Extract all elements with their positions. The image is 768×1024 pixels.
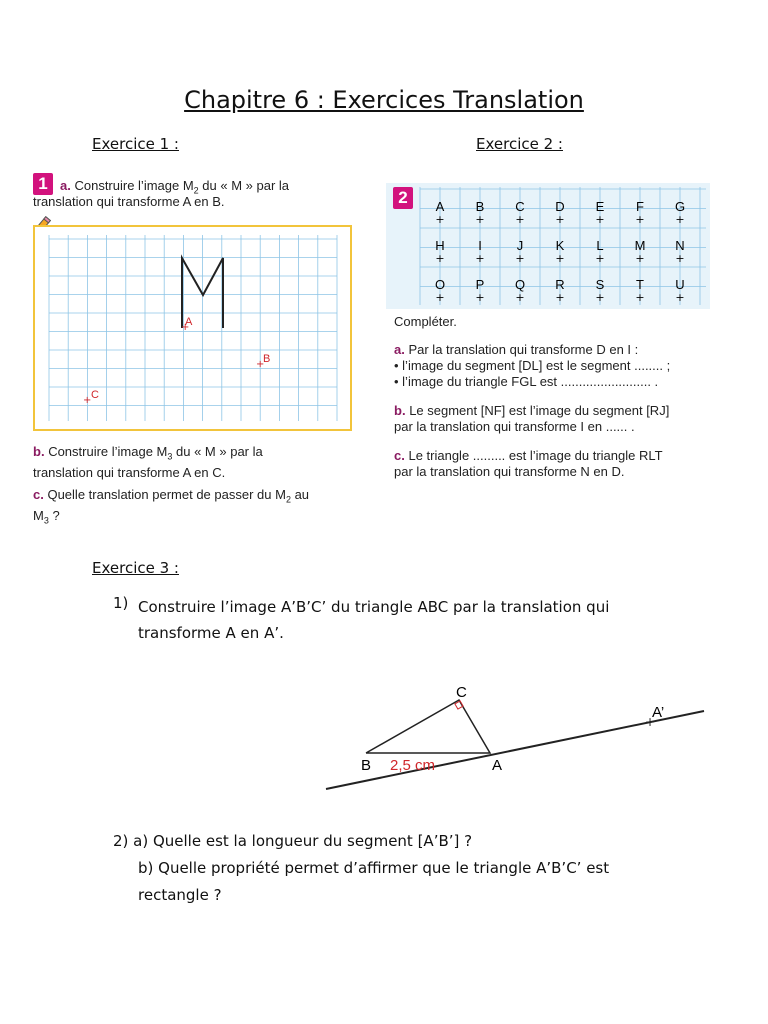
- ex2-task-c-tag: c.: [394, 448, 405, 463]
- grid-point-cross: +: [675, 213, 685, 226]
- exercise-2-grid: [386, 183, 710, 309]
- ex2-task-c-line2: par la translation qui transforme N en D.: [394, 464, 625, 479]
- ex2-task-b-tag: b.: [394, 403, 406, 418]
- grid-point-cross: +: [595, 252, 605, 265]
- grid-letter-t: T: [636, 277, 644, 292]
- grid-letter-b: B: [475, 199, 485, 214]
- task-c-line2-1: M: [33, 507, 44, 523]
- question-2-line1: 2) a) Quelle est la longueur du segment [A’B’] ?: [113, 832, 473, 850]
- question-1-number: 1): [113, 594, 129, 612]
- ex2-task-a-line2: • l’image du segment [DL] est le segment ........ ;: [394, 358, 671, 373]
- ex2-task-a-tag: a.: [394, 342, 405, 357]
- length-label: 2,5 cm: [390, 757, 436, 774]
- grid-point-cross: +: [435, 252, 445, 265]
- grid-point-cross: +: [595, 291, 605, 304]
- question-1-line1: Construire l’image A’B’C’ du triangle ABC par la translation qui: [138, 598, 610, 616]
- task-a-sub: 2: [193, 185, 199, 196]
- grid-point-cross: +: [555, 291, 565, 304]
- vertex-a-prime-label: A’: [652, 704, 665, 721]
- a-prime-cross: +: [645, 715, 656, 729]
- grid-letter-k: K: [555, 238, 565, 253]
- grid-letter-r: R: [555, 277, 565, 292]
- ex2-task-b-line1: Le segment [NF] est l’image du segment [RJ]: [409, 403, 670, 418]
- vertex-a-label: A: [492, 757, 503, 774]
- point-c-label: C: [91, 389, 99, 401]
- grid-point-cross: +: [555, 213, 565, 226]
- grid-point-cross: +: [435, 291, 445, 304]
- task-c-sub1: 2: [285, 494, 291, 505]
- question-2: [113, 828, 713, 909]
- task-b-text-1: Construire l’image M: [48, 444, 168, 459]
- vertex-c-label: C: [456, 684, 467, 701]
- task-a-text-2: du « M » par la: [198, 178, 290, 193]
- grid-letter-f: F: [636, 199, 644, 214]
- task-b-text-2: du « M » par la: [172, 444, 263, 459]
- point-c-cross: +: [83, 395, 92, 406]
- grid-letter-a: A: [435, 199, 445, 214]
- point-a-cross: +: [181, 322, 190, 333]
- question-1: [138, 594, 698, 646]
- grid-letter-u: U: [675, 277, 685, 292]
- task-c-line2-2: ?: [48, 507, 60, 523]
- exercise-1-grid: [33, 225, 352, 431]
- task-c-sub2: 3: [43, 515, 49, 526]
- exercise-1-task-b: [33, 444, 353, 481]
- grid-point-cross: +: [515, 291, 525, 304]
- grid-letter-c: C: [515, 199, 525, 214]
- task-c-line1-2: au: [290, 487, 310, 502]
- grid-point-cross: +: [635, 213, 645, 226]
- grid-point-cross: +: [475, 252, 485, 265]
- grid-point-cross: +: [475, 291, 485, 304]
- question-2-line2: b) Quelle propriété permet d’affirmer que le triangle A’B’C’ est: [138, 859, 610, 877]
- grid-letter-o: O: [434, 277, 446, 292]
- grid-letter-e: E: [595, 199, 605, 214]
- task-b-sub: 3: [167, 451, 173, 462]
- grid-letter-h: H: [435, 238, 445, 253]
- grid-point-cross: +: [515, 252, 525, 265]
- exercise-1-number: 1: [33, 173, 53, 195]
- grid-point-cross: +: [595, 213, 605, 226]
- vertex-b-label: B: [361, 757, 372, 774]
- grid-point-cross: +: [555, 252, 565, 265]
- grid-letter-q: Q: [514, 277, 526, 292]
- ex2-task-b-line2: par la translation qui transforme I en ...... .: [394, 419, 635, 434]
- grid-2-svg: [386, 183, 710, 309]
- grid-point-cross: +: [635, 291, 645, 304]
- grid-point-cross: +: [435, 213, 445, 226]
- grid-letter-p: P: [475, 277, 485, 292]
- question-1-line2: transforme A en A’.: [138, 624, 284, 642]
- triangle-abc: [366, 700, 490, 753]
- grid-letter-l: L: [596, 238, 604, 253]
- grid-letter-m: M: [634, 238, 646, 253]
- ex2-task-a-line3: • l’image du triangle FGL est ......................... .: [394, 374, 659, 389]
- grid-letter-n: N: [675, 238, 685, 253]
- page-title: Chapitre 6 : Exercices Translation: [184, 86, 584, 114]
- task-b-tag: b.: [33, 444, 45, 459]
- grid-letter-g: G: [674, 199, 686, 214]
- grid-letter-i: I: [478, 238, 482, 253]
- task-a-text-1: Construire l’image M: [74, 178, 194, 193]
- exercise-2-label: Exercice 2 :: [476, 135, 563, 153]
- ex2-task-a-line1: Par la translation qui transforme D en I :: [408, 342, 639, 357]
- grid-point-cross: +: [515, 213, 525, 226]
- exercise-2-task-c: [394, 448, 734, 480]
- point-b-label: B: [263, 353, 271, 365]
- exercise-2-number: 2: [393, 187, 413, 209]
- exercise-1-header: [33, 173, 53, 195]
- grid-letter-j: J: [516, 238, 524, 253]
- ex2-task-c-line1: Le triangle ......... est l’image du triangle RLT: [408, 448, 663, 463]
- point-a-label: A: [185, 316, 193, 328]
- task-c-tag: c.: [33, 487, 44, 502]
- task-c-line1-1: Quelle translation permet de passer du M: [47, 487, 286, 502]
- task-a-tag: a.: [60, 178, 71, 193]
- grid-1-svg: [35, 227, 350, 429]
- grid-point-cross: +: [675, 252, 685, 265]
- grid-point-cross: +: [675, 291, 685, 304]
- exercise-1-label: Exercice 1 :: [92, 135, 179, 153]
- grid-point-cross: +: [635, 252, 645, 265]
- exercise-3-label: Exercice 3 :: [92, 559, 179, 577]
- task-b-line2: translation qui transforme A en C.: [33, 464, 226, 480]
- grid-letter-d: D: [555, 199, 565, 214]
- exercise-1-task-a-line2: translation qui transforme A en B.: [33, 194, 225, 209]
- exercise-2-header: [393, 187, 413, 209]
- exercise-2-task-b: [394, 403, 734, 435]
- exercise-2-intro: Compléter.: [394, 314, 457, 329]
- grid-point-cross: +: [475, 213, 485, 226]
- grid-letter-s: S: [595, 277, 605, 292]
- exercise-1-task-c: [33, 487, 353, 528]
- point-b-cross: +: [256, 359, 265, 370]
- triangle-figure: [320, 675, 710, 804]
- question-2-line3: rectangle ?: [138, 886, 222, 904]
- exercise-2-task-a: [394, 342, 734, 390]
